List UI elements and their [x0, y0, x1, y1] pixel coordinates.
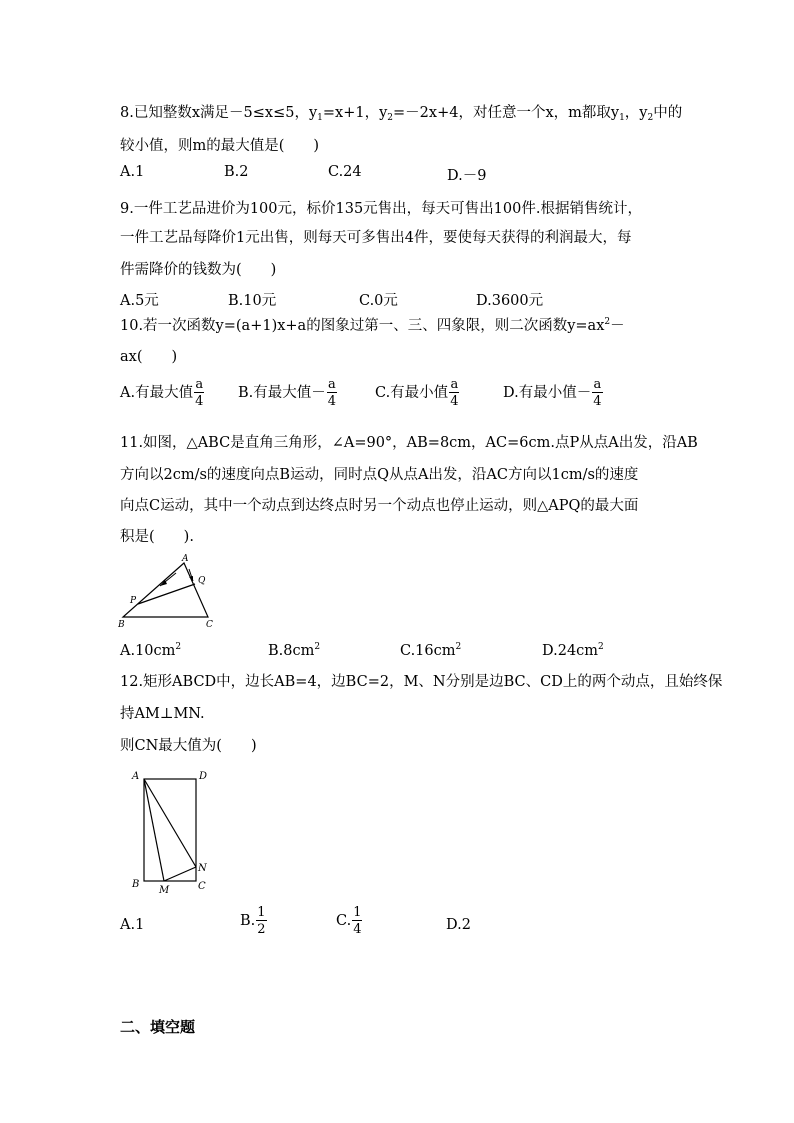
q11-option-d: $D.24cm^2$	[542, 642, 604, 659]
q10-option-c: C.有最小值 $\frac{a}{4}$	[375, 377, 459, 409]
q11-line-4: 积是( ).	[120, 529, 194, 545]
q10-option-a: A.有最大值 $\frac{a}{4}$	[120, 377, 204, 409]
fraction: $\frac{a}{4}$	[450, 377, 459, 409]
q11-option-b: $B.8cm^2$	[268, 642, 321, 659]
label-q: Q	[198, 576, 206, 586]
label-a: A	[132, 771, 140, 782]
label-d: D	[199, 771, 208, 782]
rectangle-abcd	[144, 779, 196, 881]
q8-option-c: C.24	[328, 164, 362, 180]
q12-line-1: 12.矩形ABCD中，边长AB=4，边BC=2，M、N分别是边BC、CD上的两个动点，且始终保	[120, 674, 723, 690]
label-a: A	[182, 554, 189, 564]
q12-option-a: A.1	[120, 917, 145, 933]
fraction: $\frac{1}{4}$	[353, 905, 362, 937]
label-b: B	[118, 620, 125, 630]
q9-line-2: 一件工艺品每降价1元出售，则每天可多售出4件，要使每天获得的利润最大，每	[120, 230, 632, 246]
q9-option-b: B.10元	[228, 293, 277, 309]
q10-option-d: D.有最小值－ $\frac{a}{4}$	[503, 377, 602, 409]
q8-option-d: D.－9	[447, 168, 487, 184]
q9-line-3: 件需降价的钱数为( )	[120, 262, 277, 278]
q9-line-1: 9.一件工艺品进价为100元，标价135元售出，每天可售出100件.根据销售统计，	[120, 201, 642, 217]
q12-option-c: C. $\frac{1}{4}$	[336, 905, 362, 937]
section-heading: 二、填空题	[120, 1018, 196, 1036]
fraction: $\frac{1}{2}$	[257, 905, 266, 937]
q10-option-b: B.有最大值－ $\frac{a}{4}$	[238, 377, 337, 409]
q10-line-1: 10.若一次函数y=(a+1)x+a的图象过第一、三、四象限，则二次函数$y=ax^2-$	[120, 317, 625, 334]
triangle-abc	[123, 563, 208, 617]
q12-option-b: B. $\frac{1}{2}$	[240, 905, 266, 937]
q8-line-1: 8.已知整数x满足－5≤x≤5，$y_1=x+1$，$y_2=-2x+4$，对任意一个x，m都取$y_1$，$y_2$中的	[120, 105, 683, 123]
segment-am	[144, 779, 164, 881]
q11-option-c: $C.16cm^2$	[400, 642, 462, 659]
q8-option-a: A.1	[120, 164, 145, 180]
q11-option-a: $A.10cm^2$	[120, 642, 182, 659]
label-c: C	[206, 620, 213, 630]
q10-line-2: ax( )	[120, 349, 178, 365]
q11-line-3: 向点C运动，其中一个动点到达终点时另一个动点也停止运动，则△APQ的最大面	[120, 498, 639, 514]
segment-pq	[138, 584, 195, 604]
q9-option-d: D.3600元	[476, 293, 544, 309]
q12-rectangle-figure	[128, 765, 220, 895]
q8-option-b: B.2	[224, 164, 249, 180]
q12-line-3: 则CN最大值为( )	[120, 738, 257, 754]
label-c: C	[198, 881, 206, 892]
q11-line-1: 11.如图，△ABC是直角三角形，∠A=90°，AB=8cm，AC=6cm.点P从点A出发，沿AB	[120, 435, 698, 451]
label-m: M	[159, 885, 170, 895]
q11-triangle-figure	[118, 553, 218, 631]
label-p: P	[130, 596, 137, 606]
q12-option-d: D.2	[446, 917, 471, 933]
segment-an	[144, 779, 196, 867]
label-b: B	[132, 879, 140, 890]
fraction: $\frac{a}{4}$	[195, 377, 204, 409]
segment-mn	[164, 867, 196, 881]
q9-option-c: C.0元	[359, 293, 398, 309]
q9-option-a: A.5元	[120, 293, 159, 309]
fraction: $\frac{a}{4}$	[593, 377, 602, 409]
q11-line-2: 方向以2cm/s的速度向点B运动，同时点Q从点A出发，沿AC方向以1cm/s的速度	[120, 467, 639, 483]
label-n: N	[198, 863, 207, 874]
q8-line-2: 较小值，则m的最大值是( )	[120, 138, 320, 154]
q12-line-2: 持AM⊥MN.	[120, 706, 205, 722]
fraction: $\frac{a}{4}$	[327, 377, 337, 409]
